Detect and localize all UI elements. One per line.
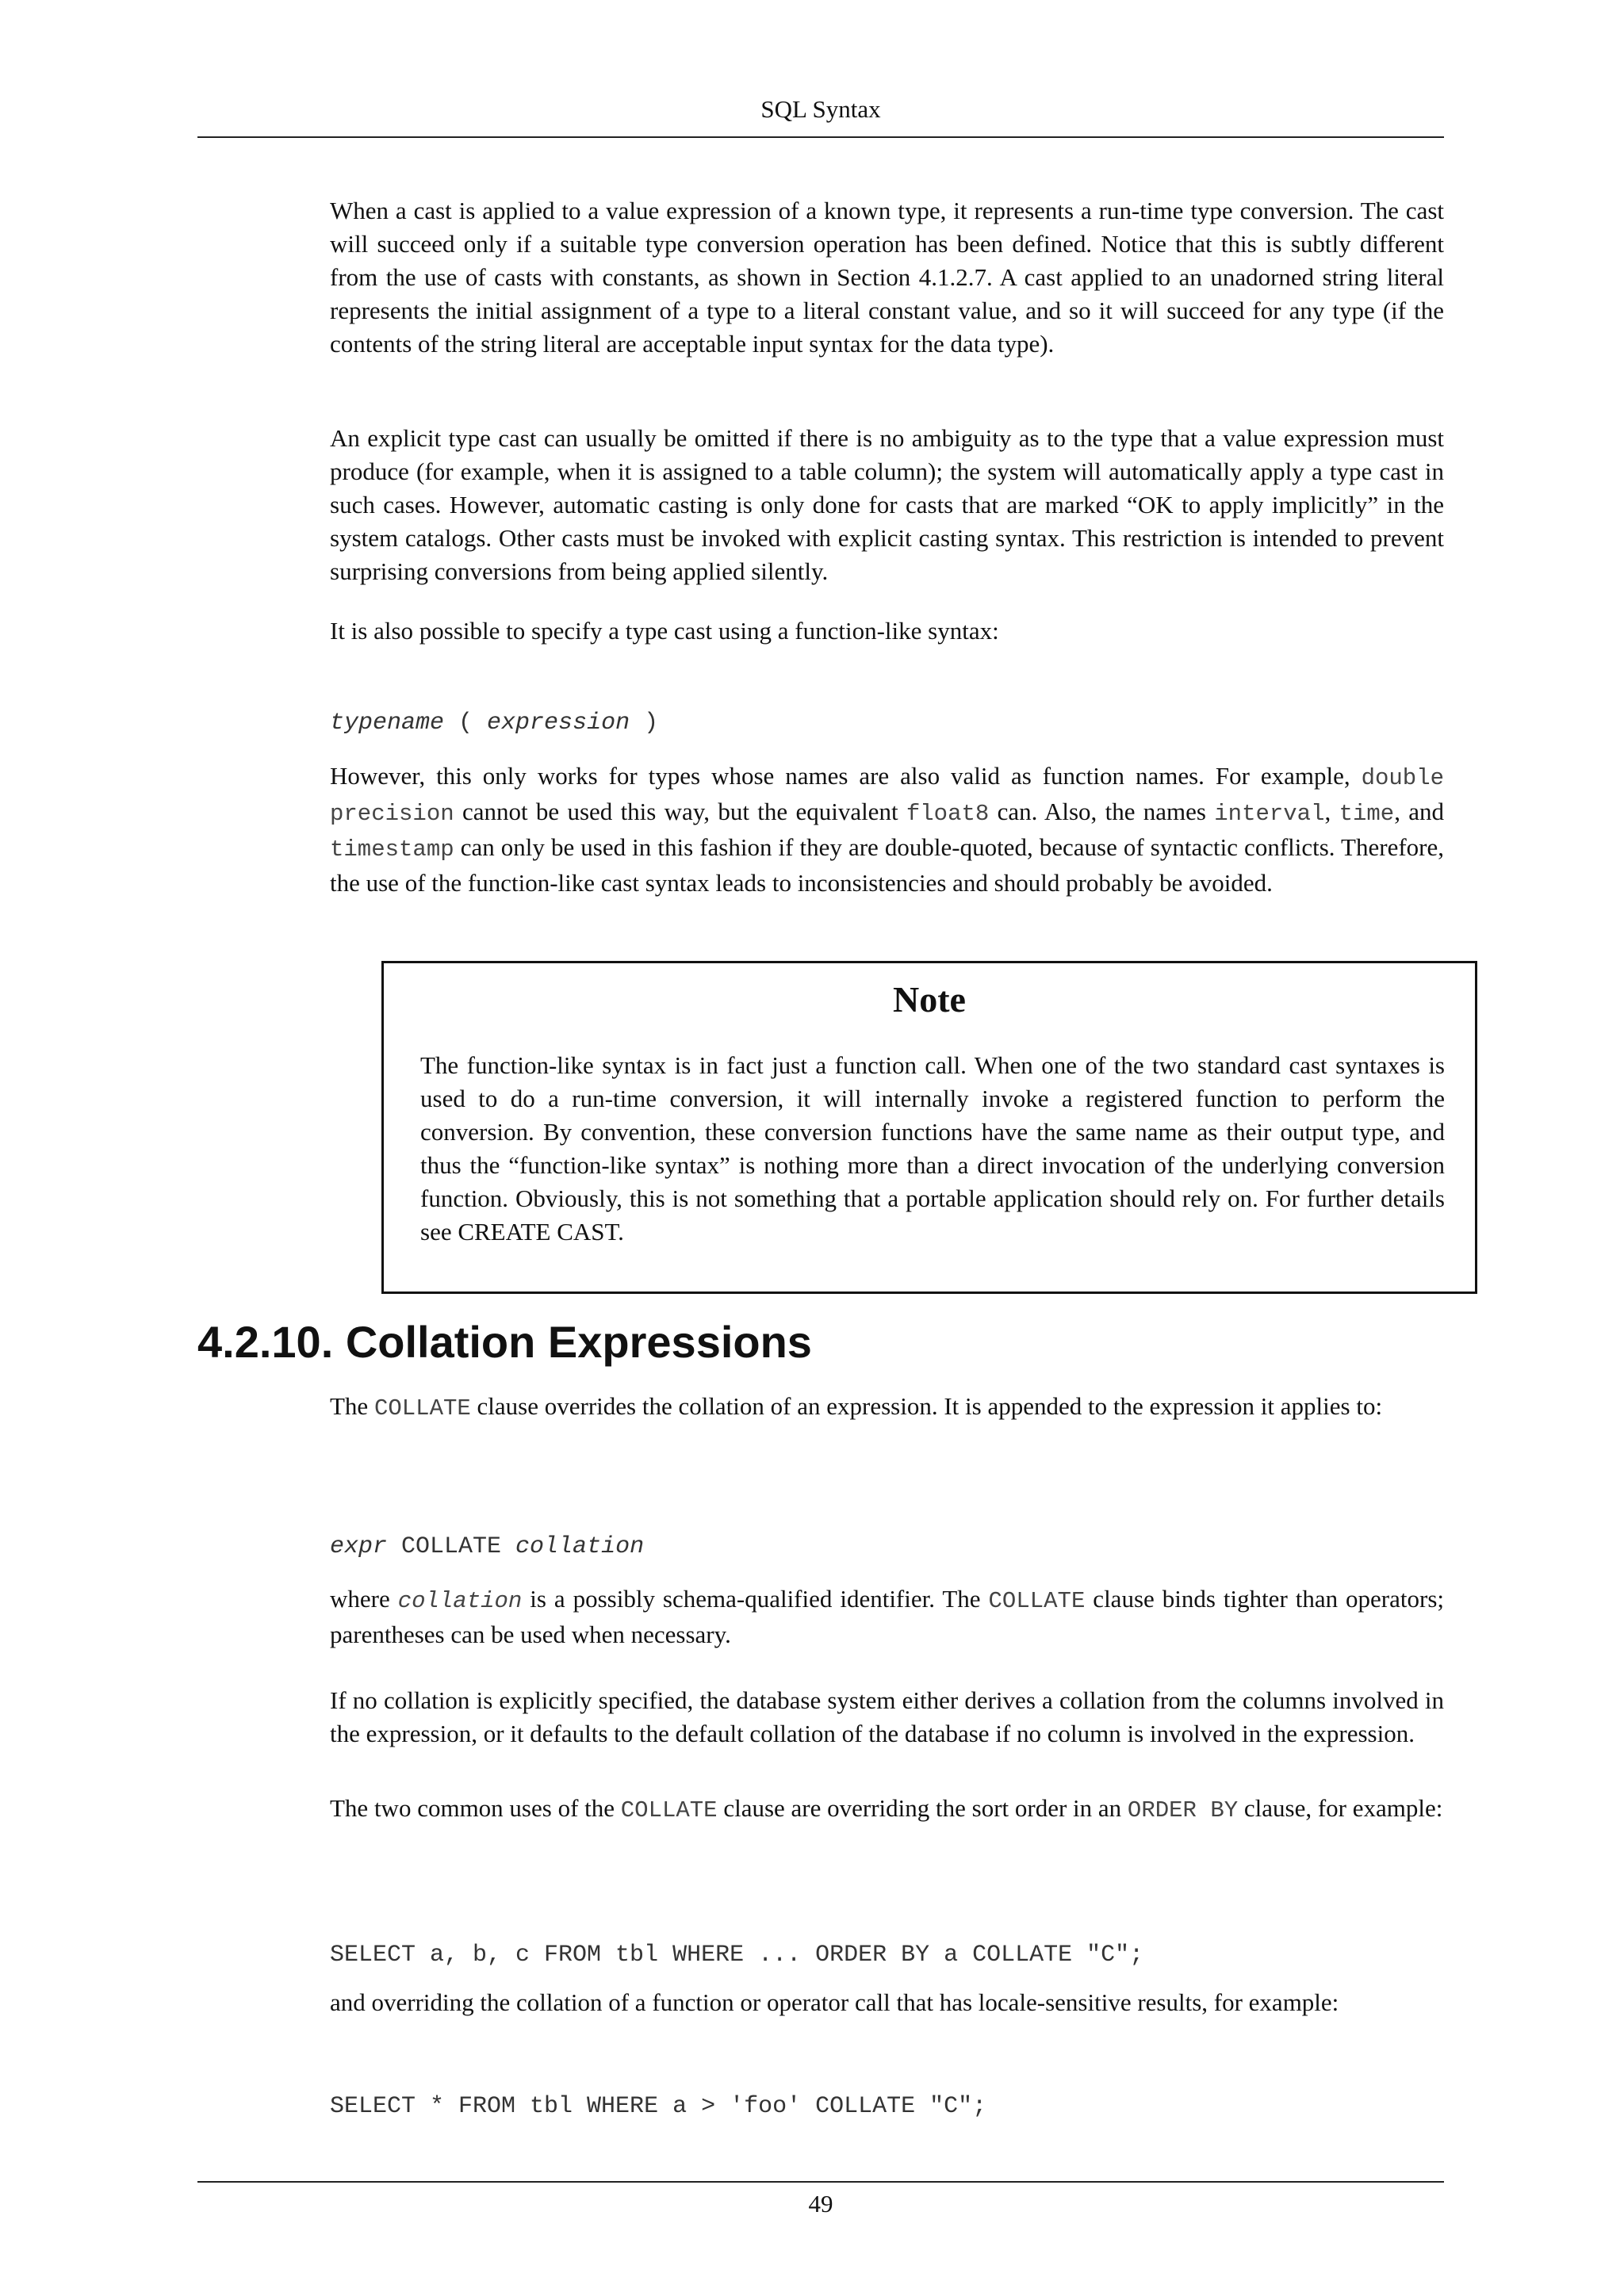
paragraph-default-collation: If no collation is explicitly specified, the database system either derives a collation from the columns involved in the expression, or it defaults to the default collation of the database if no column is involved in the expression.	[330, 1686, 1444, 1747]
inline-code-double-precision: double precision	[330, 765, 1444, 827]
code-close-paren: )	[630, 710, 659, 737]
inline-code-time: time	[1339, 801, 1395, 827]
page-number: 49	[808, 2190, 833, 2218]
paragraph-function-names: However, this only works for types whose names are also valid as function names. For example, double precision cannot be used this way, but the equivalent float8 can. Also, the names interval, time, and timestamp can only be used in this fashion if they are double-quoted, because of syntactic conflicts. Therefore, the use of the function-like cast syntax leads to inconsistencies and should probably be avoided.	[330, 762, 1445, 897]
inline-code-collate: COLLATE	[620, 1797, 718, 1823]
paragraph-collate-intro: The COLLATE clause overrides the collation of an expression. It is appended to the expression it applies to:	[330, 1392, 1383, 1422]
inline-code-float8: float8	[906, 801, 990, 827]
note-box	[381, 961, 1477, 1294]
code-collation: collation	[515, 1533, 645, 1560]
code-expr: expr	[330, 1533, 388, 1560]
code-open-paren: (	[444, 710, 488, 737]
inline-code-interval: interval	[1214, 801, 1325, 827]
paragraph-locale-sensitive: and overriding the collation of a function or operator call that has locale-sensitive results, for example:	[330, 1988, 1339, 2016]
note-text: The function-like syntax is in fact just a function call. When one of the two standard cast syntaxes is used to do a run-time conversion, it will internally invoke a registered function to perform the conversion. By convention, these conversion functions have the same name as their output type, and thus the “function-like syntax” is nothing more than a direct invocation of the underlying conversion function. Obviously, this is not something that a portable application should rely on. For further details see CREATE CAST.	[420, 1051, 1445, 1246]
paragraph-function-syntax: It is also possible to specify a type cast using a function-like syntax:	[330, 617, 999, 645]
code-collate-keyword: COLLATE	[387, 1533, 516, 1560]
paragraph-cast-runtime: When a cast is applied to a value expression of a known type, it represents a run-time type conversion. The cast will succeed only if a suitable type conversion operation has been defined. Notice that this is subtly different from the use of casts with constants, as shown in Section 4.1.2.7. A cast applied to an unadorned string literal represents the initial assignment of a type to a literal constant value, and so it will succeed for any type (if the contents of the string literal are acceptable input syntax for the data type).	[330, 197, 1444, 358]
inline-code-collate: COLLATE	[373, 1395, 471, 1422]
code-collate-syntax	[330, 1531, 644, 1563]
note-title: Note	[893, 979, 966, 1020]
code-example-compare: SELECT * FROM tbl WHERE a > 'foo' COLLATE "C";	[330, 2093, 987, 2120]
inline-code-collation: collation	[397, 1588, 523, 1614]
code-typecast-syntax	[330, 707, 658, 739]
page-header: SQL Syntax	[760, 95, 881, 123]
code-example-order-by: SELECT a, b, c FROM tbl WHERE ... ORDER BY a COLLATE "C";	[330, 1942, 1144, 1969]
inline-code-order-by: ORDER BY	[1127, 1797, 1239, 1823]
inline-code-timestamp: timestamp	[330, 836, 454, 863]
header-rule	[197, 136, 1444, 138]
paragraph-implicit-cast: An explicit type cast can usually be omitted if there is no ambiguity as to the type that a value expression must produce (for example, when it is assigned to a table column); the system will automatically apply a type cast in such cases. However, automatic casting is only done for casts that are marked “OK to apply implicitly” in the system catalogs. Other casts must be invoked with explicit casting syntax. This restriction is intended to prevent surprising conversions from being applied silently.	[330, 424, 1444, 585]
paragraph-common-uses: The two common uses of the COLLATE clause are overriding the sort order in an ORDER BY clause, for example:	[330, 1794, 1443, 1823]
code-expression: expression	[487, 710, 630, 737]
inline-code-collate: COLLATE	[988, 1588, 1086, 1614]
footer-rule	[197, 2181, 1444, 2183]
section-title: 4.2.10. Collation Expressions	[197, 1317, 812, 1367]
paragraph-collation-identifier: where collation is a possibly schema-qualified identifier. The COLLATE clause binds tighter than operators; parentheses can be used when necessary.	[330, 1585, 1444, 1648]
code-typename: typename	[330, 710, 445, 737]
